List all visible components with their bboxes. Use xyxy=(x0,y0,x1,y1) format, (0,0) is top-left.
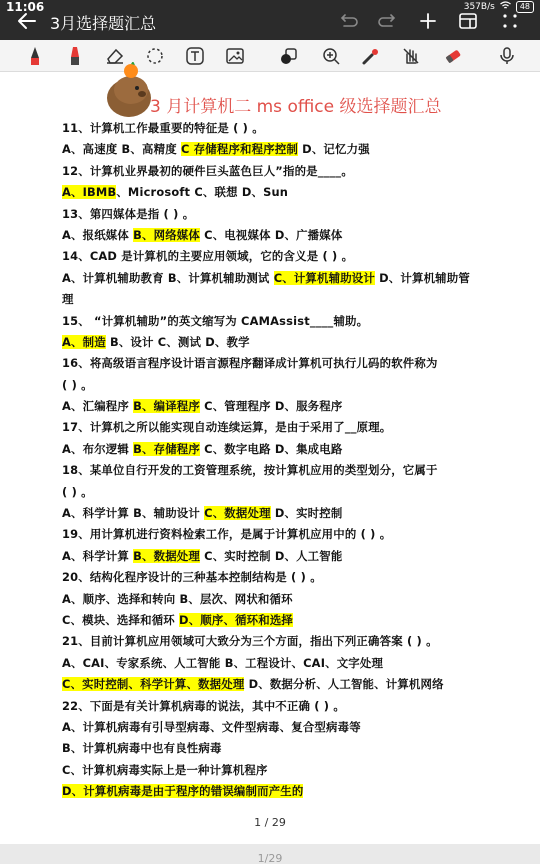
question-line xyxy=(62,655,502,676)
question-line xyxy=(62,633,502,654)
question-line xyxy=(62,462,502,483)
hand-icon xyxy=(401,46,421,66)
line-text: 14、CAD 是计算机的主要应用领域，它的含义是 ( ) 。 xyxy=(62,249,354,264)
line-text: 16、将高级语言程序设计语言源程序翻译成计算机可执行儿码的软件称为 xyxy=(62,356,438,371)
line-text: A、科学计算 xyxy=(62,548,134,563)
pen-tool[interactable] xyxy=(22,44,48,68)
page-layout-button[interactable] xyxy=(456,9,480,33)
line-text: ( ) 。 xyxy=(62,484,93,499)
back-arrow-icon xyxy=(17,12,37,30)
line-text: D、记忆力强 xyxy=(298,142,370,157)
question-line xyxy=(62,184,502,205)
line-text: A、高速度 B、高精度 xyxy=(62,142,181,157)
document-title: 3月选择题汇总 xyxy=(50,14,157,33)
question-line xyxy=(62,334,502,355)
page-indicator: 1 / 29 xyxy=(254,816,286,829)
highlighted-answer: D、顺序、循环和选择 xyxy=(179,612,294,627)
question-line xyxy=(62,398,502,419)
highlighted-answer: A、IBMB xyxy=(62,185,117,200)
line-text: C、计算机病毒实际上是一种计算机程序 xyxy=(62,762,268,777)
pen-icon xyxy=(28,46,42,66)
highlighted-answer: B、数据处理 xyxy=(133,548,200,563)
question-line xyxy=(62,419,502,440)
highlighted-answer: C、数据处理 xyxy=(204,506,271,521)
question-line xyxy=(62,291,502,312)
highlighter-icon xyxy=(68,46,82,66)
add-page-button[interactable] xyxy=(416,9,440,33)
line-text: B、设计 C、测试 D、教学 xyxy=(105,334,250,349)
zoom-icon xyxy=(321,46,341,66)
question-line xyxy=(62,740,502,761)
eraser-red-tool[interactable] xyxy=(440,44,466,68)
highlighted-answer: C、实时控制、科学计算、数据处理 xyxy=(62,677,245,692)
line-text: D、数据分析、人工智能、计算机网络 xyxy=(244,677,444,692)
line-text: A、CAI、专家系统、人工智能 B、工程设计、CAI、文字处理 xyxy=(62,655,384,670)
battery-level: 48 xyxy=(516,1,534,13)
line-text: A、汇编程序 xyxy=(62,399,134,414)
document-heading: 3 月计算机二 ms office 级选择题汇总 xyxy=(150,97,442,117)
question-line xyxy=(62,569,502,590)
back-button[interactable] xyxy=(16,10,38,32)
question-line xyxy=(62,270,502,291)
line-text: 11、计算机工作最重要的特征是 ( ) 。 xyxy=(62,121,264,135)
document-page[interactable] xyxy=(0,72,540,844)
line-text: 22、下面是有关计算机病毒的说法，其中不正确 ( ) 。 xyxy=(62,698,345,713)
question-line xyxy=(62,484,502,505)
question-line xyxy=(62,248,502,269)
line-text: 19、用计算机进行资料检索工作，是属于计算机应用中的 ( ) 。 xyxy=(62,527,392,542)
network-speed: 357B/s xyxy=(463,2,495,12)
question-line xyxy=(62,120,502,141)
question-line xyxy=(62,355,502,376)
image-icon xyxy=(225,46,245,66)
question-line xyxy=(62,227,502,248)
question-line xyxy=(62,163,502,184)
highlighted-answer: B、存储程序 xyxy=(133,441,200,456)
highlighted-answer: C、计算机辅助设计 xyxy=(273,270,375,285)
line-text: 、Microsoft C、联想 D、Sun xyxy=(116,185,289,200)
text-box-tool[interactable] xyxy=(182,44,208,68)
question-line xyxy=(62,141,502,162)
question-line xyxy=(62,698,502,719)
line-text: 20、结构化程序设计的三种基本控制结构是 ( ) 。 xyxy=(62,570,322,585)
question-list xyxy=(62,120,502,805)
laser-pointer-icon xyxy=(361,46,381,66)
redo-icon xyxy=(378,14,398,28)
line-text: 17、计算机之所以能实现自动连续运算，是由于采用了__原理。 xyxy=(62,420,392,435)
highlighted-answer: C 存储程序和程序控制 xyxy=(180,142,299,157)
line-text: ( ) 。 xyxy=(62,377,93,392)
question-line xyxy=(62,505,502,526)
line-text: A、布尔逻辑 xyxy=(62,441,134,456)
laser-pointer-tool[interactable] xyxy=(358,44,384,68)
line-text: 21、目前计算机应用领域可大致分为三个方面，指出下列正确答案 ( ) 。 xyxy=(62,634,438,649)
text-box-icon xyxy=(185,46,205,66)
question-line xyxy=(62,783,502,804)
line-text: C、实时控制 D、人工智能 xyxy=(199,548,343,563)
line-text: A、计算机辅助教育 B、计算机辅助测试 xyxy=(62,270,274,285)
zoom-tool[interactable] xyxy=(318,44,344,68)
line-text: 13、第四媒体是指 ( ) 。 xyxy=(62,206,195,221)
capybara-sticker xyxy=(104,62,154,118)
question-line xyxy=(62,591,502,612)
question-line xyxy=(62,762,502,783)
shape-tool[interactable] xyxy=(276,44,302,68)
line-text: A、顺序、选择和转向 B、层次、网状和循环 xyxy=(62,591,293,606)
line-text: A、科学计算 B、辅助设计 xyxy=(62,506,205,521)
highlighter-tool[interactable] xyxy=(62,44,88,68)
line-text: D、计算机辅助管 xyxy=(374,270,470,285)
question-line xyxy=(62,676,502,697)
undo-button[interactable] xyxy=(336,9,360,33)
voice-record-tool[interactable] xyxy=(494,44,520,68)
question-line xyxy=(62,441,502,462)
image-tool[interactable] xyxy=(222,44,248,68)
highlighted-answer: A、制造 xyxy=(62,334,106,349)
line-text: B、计算机病毒中也有良性病毒 xyxy=(62,741,222,756)
next-page-indicator: 1/29 xyxy=(257,852,283,864)
annotation-toolbar xyxy=(0,40,540,72)
line-text: 12、计算机业界最初的硬件巨头蓝色巨人”指的是____。 xyxy=(62,163,353,178)
hand-tool[interactable] xyxy=(398,44,424,68)
stroke-eraser-icon xyxy=(443,46,463,66)
highlighted-answer: B、编译程序 xyxy=(133,399,200,414)
line-text: 理 xyxy=(62,292,74,307)
more-menu-button[interactable] xyxy=(498,9,522,33)
line-text: C、模块、选择和循环 xyxy=(62,612,180,627)
line-text: 18、某单位自行开发的工资管理系统，按计算机应用的类型划分，它属于 xyxy=(62,463,438,478)
question-line xyxy=(62,612,502,633)
question-line xyxy=(62,548,502,569)
question-line xyxy=(62,313,502,334)
more-icon xyxy=(501,12,519,30)
line-text: C、管理程序 D、服务程序 xyxy=(199,399,343,414)
question-line xyxy=(62,206,502,227)
question-line xyxy=(62,719,502,740)
line-text: C、电视媒体 D、广播媒体 xyxy=(199,227,343,242)
question-line xyxy=(62,377,502,398)
question-line xyxy=(62,526,502,547)
redo-button[interactable] xyxy=(376,9,400,33)
plus-icon xyxy=(419,12,437,30)
line-text: A、报纸媒体 xyxy=(62,227,134,242)
line-text: 15、 “计算机辅助”的英文缩写为 CAMAssist____辅助。 xyxy=(62,313,369,328)
status-time: 11:06 xyxy=(6,0,45,14)
line-text: A、计算机病毒有引导型病毒、文件型病毒、复合型病毒等 xyxy=(62,719,361,734)
layout-icon xyxy=(458,12,478,30)
app-header xyxy=(0,0,540,40)
line-text: D、实时控制 xyxy=(270,506,343,521)
mic-icon xyxy=(499,46,515,66)
line-text: C、数字电路 D、集成电路 xyxy=(199,441,343,456)
highlighted-answer: D、计算机病毒是由于程序的错误编制而产生的 xyxy=(62,784,304,799)
shape-icon xyxy=(279,46,299,66)
undo-icon xyxy=(338,14,358,28)
highlighted-answer: B、网络媒体 xyxy=(133,227,200,242)
